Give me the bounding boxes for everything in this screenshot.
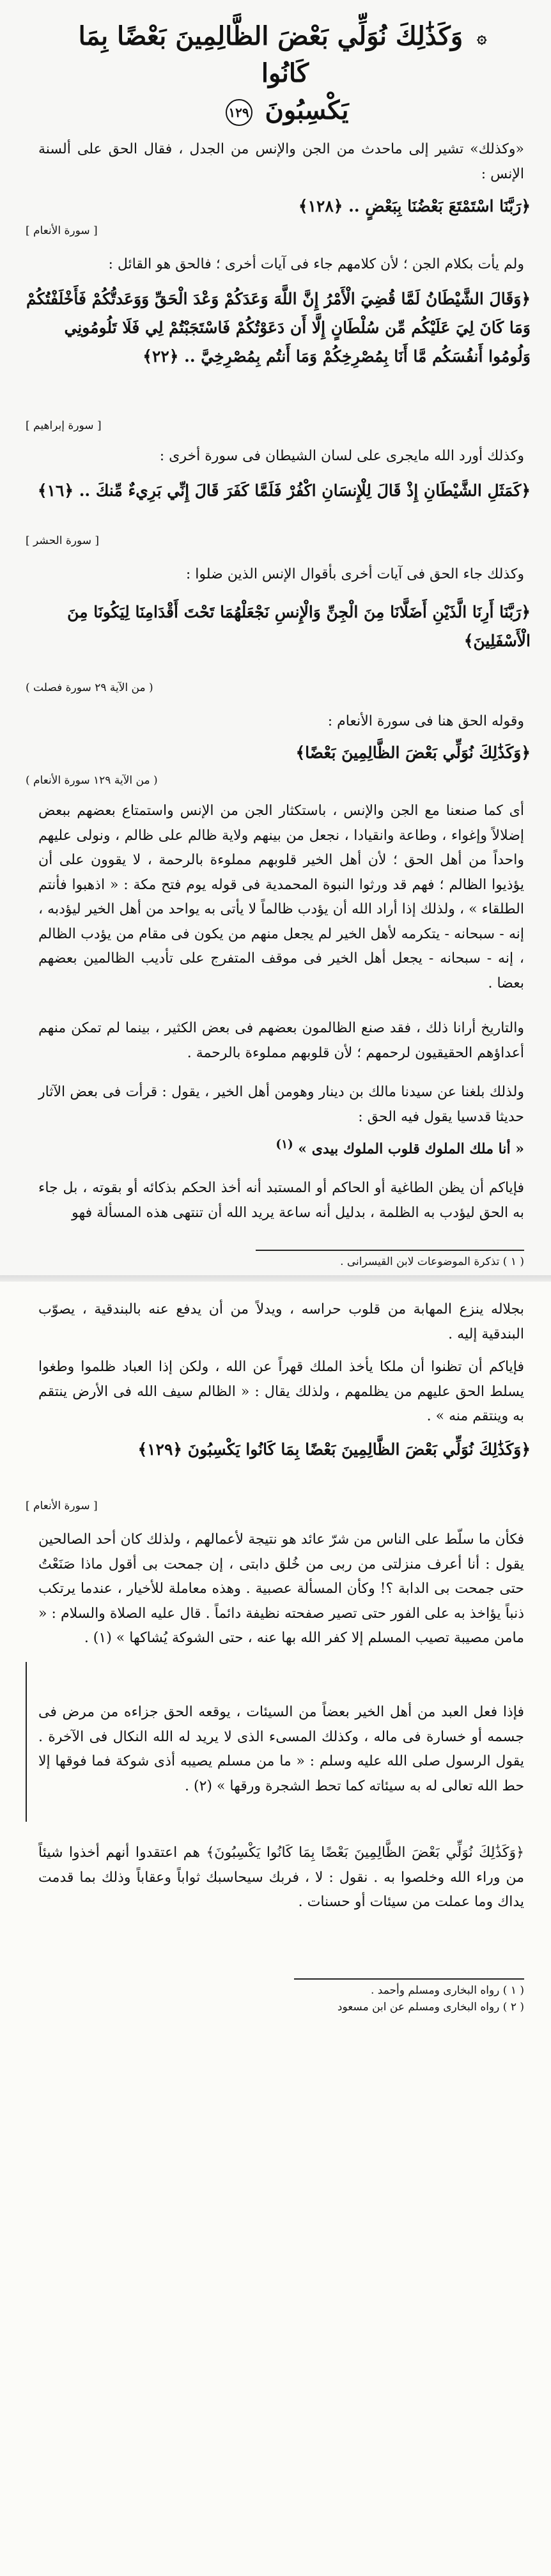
footnote-marker-1: (١) xyxy=(276,1138,293,1151)
second-page-scan xyxy=(0,1282,551,2576)
surah-tag-anam-2: [ سورة الأنعام ] xyxy=(26,1500,98,1512)
surah-tag-hashr: [ سورة الحشر ] xyxy=(26,534,100,547)
paragraph-5: وقوله الحق هنا فى سورة الأنعام : xyxy=(327,713,524,729)
surah-tag-anam: [ سورة الأنعام ] xyxy=(26,224,98,237)
ayah-number-badge: ١٢٩ xyxy=(226,99,252,126)
paragraph-8: ولذلك بلغنا عن سيدنا مالك بن دينار وهومن أهل الخير ، يقول : قرأت فى بعض الآثار حديثا قدسيا يقول فيه الحق : xyxy=(38,1084,524,1125)
heading-verse-text-1: وَكَذَٰلِكَ نُوَلِّي بَعْضَ الظَّالِمِينَ بَعْضًا بِمَا كَانُوا xyxy=(78,21,463,88)
quran-quote-3: ﴿كَمَثَلِ الشَّيْطَانِ إِذْ قَالَ لِلْإِنسَانِ اكْفُرْ فَلَمَّا كَفَرَ قَالَ إِنِّي بَرِيءٌ مِّنكَ .. ﴿١٦﴾ xyxy=(37,481,531,500)
paragraph-7: والتاريخ أرانا ذلك ، فقد صنع الظالمون بعضهم فى بعض الكثير ، بينما لم تمكن منهم أعداؤهم الحقيقيون لرحمهم ؛ لأن قلوبهم مملوءة بالرحمة . xyxy=(38,1020,524,1061)
footnote-2-1: ( ١ ) رواه البخارى ومسلم وأحمد . xyxy=(370,1984,524,1997)
quran-quote-2: ﴿وَقَالَ الشَّيْطَانُ لَمَّا قُضِيَ الْأَمْرُ إِنَّ اللَّهَ وَعَدَكُمْ وَعْدَ الْحَقِّ وَوَعَدتُّكُمْ فَأَخْلَفْتُكُمْ وَمَا كَانَ لِيَ عَلَيْكُم مِّن سُلْطَانٍ إِلَّا أَن دَعَوْتُكُمْ فَاسْتَجَبْتُمْ لِي فَلَا تَلُومُونِي وَلُومُوا أَنفُسَكُم مَّا أَنَا بِمُصْرِخِكُمْ وَمَا أَنتُم بِمُصْرِخِيَّ .. ﴿٢٢﴾ xyxy=(26,290,531,366)
quran-quote-6: ﴿وَكَذَٰلِكَ نُوَلِّي بَعْضَ الظَّالِمِينَ بَعْضًا بِمَا كَانُوا يَكْسِبُونَ ﴿١٢٩﴾ xyxy=(137,1440,531,1459)
paragraph-14: ﴿وَكَذَٰلِكَ نُوَلِّي بَعْضَ الظَّالِمِينَ بَعْضًا بِمَا كَانُوا يَكْسِبُونَ﴾ هم اعتقدوا أنهم أخذوا شيئاً من وراء الله وخلصوا به . نقول : لا ، فربك سيحاسبك ثواباً وعقاباً وذلك بما قدمت يداك وما عملت من سيئات أو حسنات . xyxy=(38,1845,524,1910)
heading-line-1 xyxy=(58,18,513,92)
quran-quote-5: ﴿وَكَذَٰلِكَ نُوَلِّي بَعْضَ الظَّالِمِينَ بَعْضًا﴾ xyxy=(295,743,531,762)
paragraph-2: ولم يأت بكلام الجن ؛ لأن كلامهم جاء فى آيات أخرى ؛ فالحق هو القائل : xyxy=(108,256,524,272)
paragraph-6: أى كما صنعنا مع الجن والإنس ، باستكثار الجن من الإنس واستمتاع بعضهم ببعض إضلالاً وإغواء ، وطاعة وانقيادا ، نجعل من بينهم ولاية ظالم على ظالم ، ونولى عليهم واحداً من أهل الحق ؛ لأن أهل الخير قلوبهم مملوءة بالرحمة ، لا يقوون على أن يؤذيوا الظالم ؛ فهم قد ورثوا النبوة المحمدية فى قوله يوم فتح مكة : « اذهبوا فأنتم الطلقاء » ، ولذلك إذا أراد الله أن يؤدب ظالماً لا يأتى به يواحد من أهل الخير ليؤدبه ، إنه - سبحانه - يتكرمه لأهل الخير لم يجعل منهم من يكون فى مقام من يؤدب الظالم ، إنه - سبحانه - يجعل أهل الخير فى موقف المتفرج على تأديب الظالمين بعضهم بعضا . xyxy=(38,803,524,991)
footnote-divider-1 xyxy=(256,1250,524,1251)
heading-line-2 xyxy=(222,92,349,129)
paragraph-11: فإياكم أن تظنوا أن ملكا يأخذ الملك قهراً عن الله ، ولكن إذا العباد ظلموا وطغوا يسلط الحق عليهم من يظلمهم ، ولذلك يقال : « الظالم سيف الله فى الأرض ينتقم به وينتقم منه » . xyxy=(38,1359,524,1424)
verse-star-icon: ۞ xyxy=(477,28,487,48)
paragraph-10: بجلاله ينزع المهابة من قلوب حراسه ، ويدلاً من أن يدفع عنه بالبندقية ، يصوّب البندقية إليه . xyxy=(38,1301,524,1342)
paragraph-4: وكذلك جاء الحق فى آيات أخرى بأقوال الإنس الذين ضلوا : xyxy=(185,566,524,582)
margin-bracket xyxy=(26,1662,27,1822)
verse-ref-anam-129: ( من الآية ١٢٩ سورة الأنعام ) xyxy=(26,774,158,787)
paragraph-3: وكذلك أورد الله مايجرى على لسان الشيطان فى سورة أخرى : xyxy=(159,448,524,464)
hadith-qudsi-text: « أنا ملك الملوك قلوب الملوك بيدى » xyxy=(298,1140,524,1158)
surah-tag-ibrahim: [ سورة إبراهيم ] xyxy=(26,419,102,432)
paragraph-1: «وكذلك» تشير إلى ماحدث من الجن والإنس من الجدل ، فقال الحق على ألسنة الإنس : xyxy=(38,141,524,182)
hadith-qudsi-quote xyxy=(38,1135,524,1161)
footnote-divider-2 xyxy=(294,1978,524,1980)
heading-verse-text-2: يَكْسِبُونَ xyxy=(265,95,349,125)
quran-quote-4: ﴿رَبَّنَا أَرِنَا الَّذَيْنِ أَضَلَّانَا مِنَ الْجِنِّ وَالْإِنسِ نَجْعَلْهُمَا تَحْتَ أَقْدَامِنَا لِيَكُونَا مِنَ الْأَسْفَلِينَ﴾ xyxy=(67,603,531,650)
footnote-2-2: ( ٢ ) رواه البخارى ومسلم عن ابن مسعود xyxy=(337,2001,524,2013)
paragraph-13: فإذا فعل العبد من أهل الخير بعضاً من السيئات ، يوقعه الحق جزاءه من مرض فى جسمه أو خسارة فى ماله ، وكذلك المسىء الذى لا يريد له الله النكال فى الآخرة . يقول الرسول صلى الله عليه وسلم : « ما من مسلم يصيبه أذى شوكة فما فوقها إلا حط الله تعالى له به سيئاته كما تحط الشجرة ورقها » (٢) . xyxy=(38,1704,524,1794)
verse-ref-fussilat: ( من الآية ٢٩ سورة فصلت ) xyxy=(26,681,153,694)
surah-verse-heading xyxy=(58,21,513,125)
paragraph-9: فإياكم أن يظن الطاغية أو الحاكم أو المستبد أنه أخذ الحكم بذكائه أو بقوته ، بل جاء به الحق ليؤدب به الظلمة ، بدليل أنه ساعة يريد الله أن تنتهى هذه المسألة فهو xyxy=(38,1180,524,1221)
paragraph-12: فكأن ما سلّط على الناس من شرّ عائد هو نتيجة لأعمالهم ، ولذلك كان أحد الصالحين يقول : أنا أعرف منزلتى من ربى من خُلق دابتى ، إن جمحت بى أقول ماذا صَنَعْتُ حتى جمحت بى الدابة ؟! وكأن المسألة عصبية . وهذه معاملة للأخيار ، عندما يرتكب ذنباً يؤاخذ به على الفور حتى تصير صفحته نظيفة دائماً . قال عليه الصلاة والسلام : « مامن مصيبة تصيب المسلم إلا كفر الله بها عنه ، حتى الشوكة يُشاكها » (١) . xyxy=(38,1532,524,1646)
footnote-1: ( ١ ) تذكرة الموضوعات لابن القيسرانى . xyxy=(340,1255,524,1268)
quran-quote-1: ﴿رَبَّنَا اسْتَمْتَعَ بَعْضُنَا بِبَعْضٍ .. ﴿١٢٨﴾ xyxy=(298,197,531,215)
